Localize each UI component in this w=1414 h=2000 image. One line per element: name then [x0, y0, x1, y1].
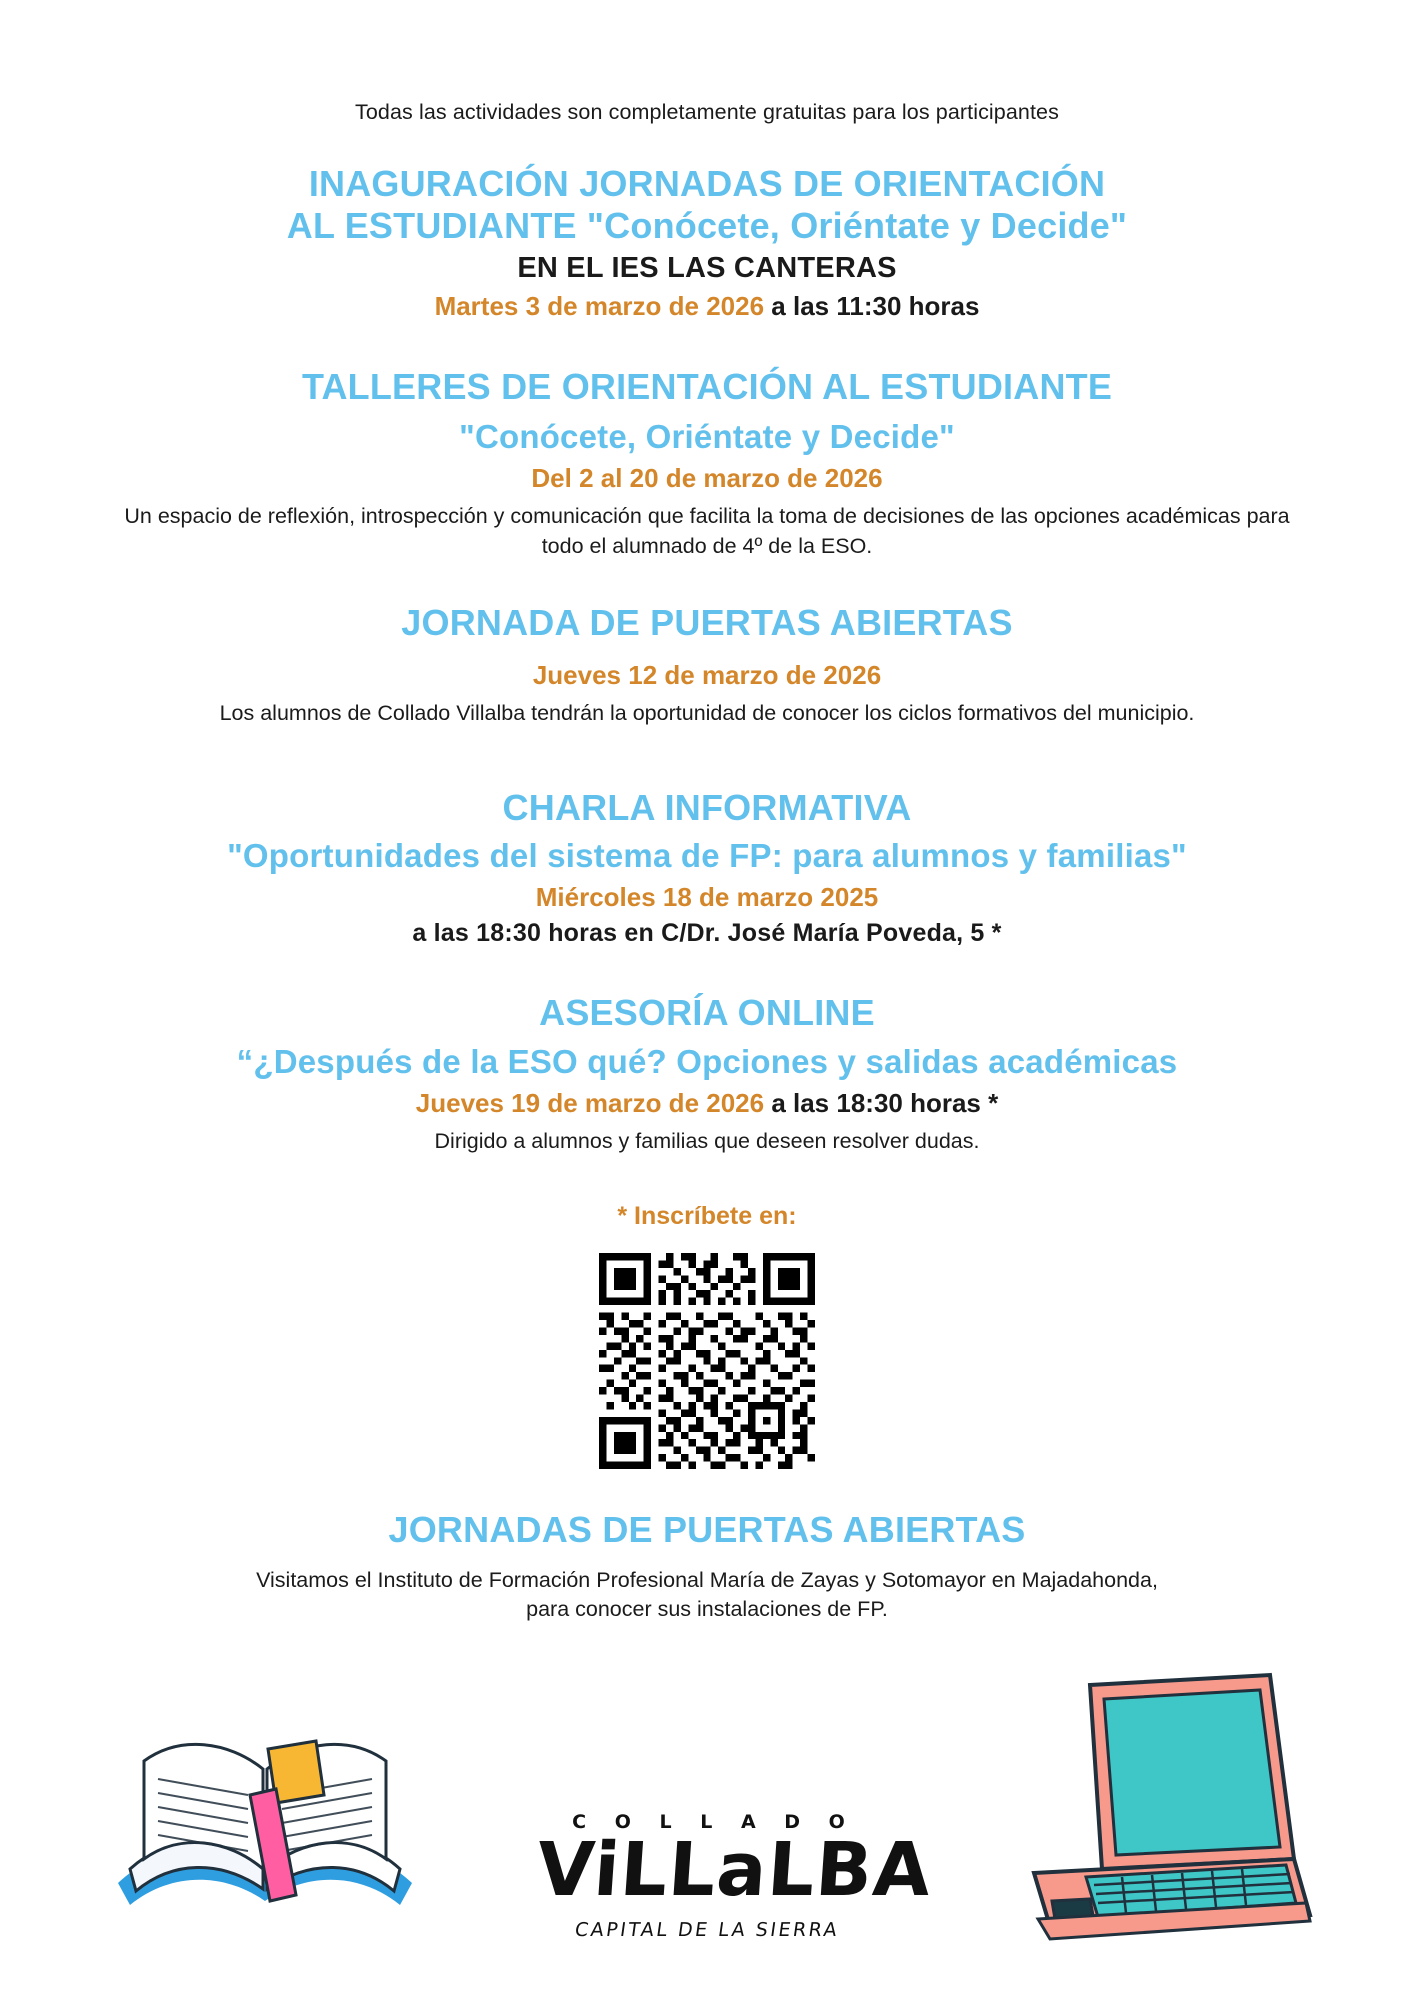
collado-villalba-logo [534, 1810, 935, 1942]
section-title-line2: "Conócete, Oriéntate y Decide" [459, 418, 955, 456]
section-date: Miércoles 18 de marzo 2025 [535, 882, 879, 913]
laptop-icon [994, 1663, 1314, 1953]
section-date [90, 463, 1324, 494]
section-title-line1: TALLERES DE ORIENTACIÓN AL ESTUDIANTE [301, 365, 1113, 407]
section-title-line1: CHARLA INFORMATIVA [502, 786, 912, 828]
section-description: Un espacio de reflexión, introspección y comunicación que facilita la toma de decisiones de las opciones académicas para todo el alumnado de 4º de la ESO. [124, 504, 1290, 558]
intro-text: Todas las actividades son completamente gratuitas para los participantes [355, 100, 1059, 124]
section-date-suffix: a las 11:30 horas [764, 290, 980, 321]
section-date-main: Del 2 al 20 de marzo de 2026 [531, 463, 883, 494]
logo-collado-text: C O L L A D O [572, 1810, 856, 1833]
section-inauguracion [90, 163, 1324, 322]
section-date-suffix: a las 18:30 horas * [764, 1087, 999, 1118]
open-book-icon [100, 1683, 430, 1953]
section-title-line1: JORNADA DE PUERTAS ABIERTAS [401, 601, 1013, 643]
section-asesoria-online [90, 992, 1324, 1156]
section-title-line2: “¿Después de la ESO qué? Opciones y salidas académicas [236, 1042, 1178, 1080]
section-extra-info: a las 18:30 horas en C/Dr. José María Poveda, 5 * [412, 919, 1002, 948]
section-description: Dirigido a alumnos y familias que deseen resolver dudas. [434, 1128, 980, 1153]
section-date-main: Jueves 19 de marzo de 2026 [415, 1087, 765, 1118]
section-date [90, 1088, 1324, 1119]
section-talleres [90, 366, 1324, 562]
logo-capital-text: CAPITAL DE LA SIERRA [573, 1919, 841, 1942]
section-title [90, 163, 1324, 248]
section-description-line2: para conocer sus instalaciones de FP. [526, 1597, 888, 1622]
section-title [90, 366, 1324, 408]
section-date: Jueves 12 de marzo de 2026 [532, 660, 882, 691]
section-charla-informativa [90, 787, 1324, 948]
section-description: Los alumnos de Collado Villalba tendrán la oportunidad de conocer los ciclos formativos del municipio. [219, 701, 1195, 726]
section-title-line2: "Oportunidades del sistema de FP: para alumnos y familias" [227, 837, 1187, 875]
section-date-main: Martes 3 de marzo de 2026 [434, 290, 765, 321]
footer-logos [90, 1653, 1324, 1953]
section-subtitle: EN EL IES LAS CANTERAS [517, 251, 897, 284]
section-jornadas-puertas-abiertas-final [90, 1509, 1324, 1625]
logo-villalba-text: ViLLaLBA [534, 1826, 935, 1913]
section-title-line1: JORNADAS DE PUERTAS ABIERTAS [388, 1509, 1026, 1551]
section-title-line1: ASESORÍA ONLINE [539, 992, 875, 1034]
section-description-line1: Visitamos el Instituto de Formación Profesional María de Zayas y Sotomayor en Majadahonda, [256, 1567, 1158, 1592]
section-title-line1: INAGURACIÓN JORNADAS DE ORIENTACIÓN [308, 163, 1106, 204]
qr-code[interactable] [599, 1253, 815, 1469]
section-title-line2: AL ESTUDIANTE "Conócete, Oriéntate y Decide" [286, 205, 1128, 247]
subscribe-label: * Inscríbete en: [617, 1202, 797, 1231]
section-puertas-abiertas [90, 602, 1324, 729]
section-date [90, 291, 1324, 322]
